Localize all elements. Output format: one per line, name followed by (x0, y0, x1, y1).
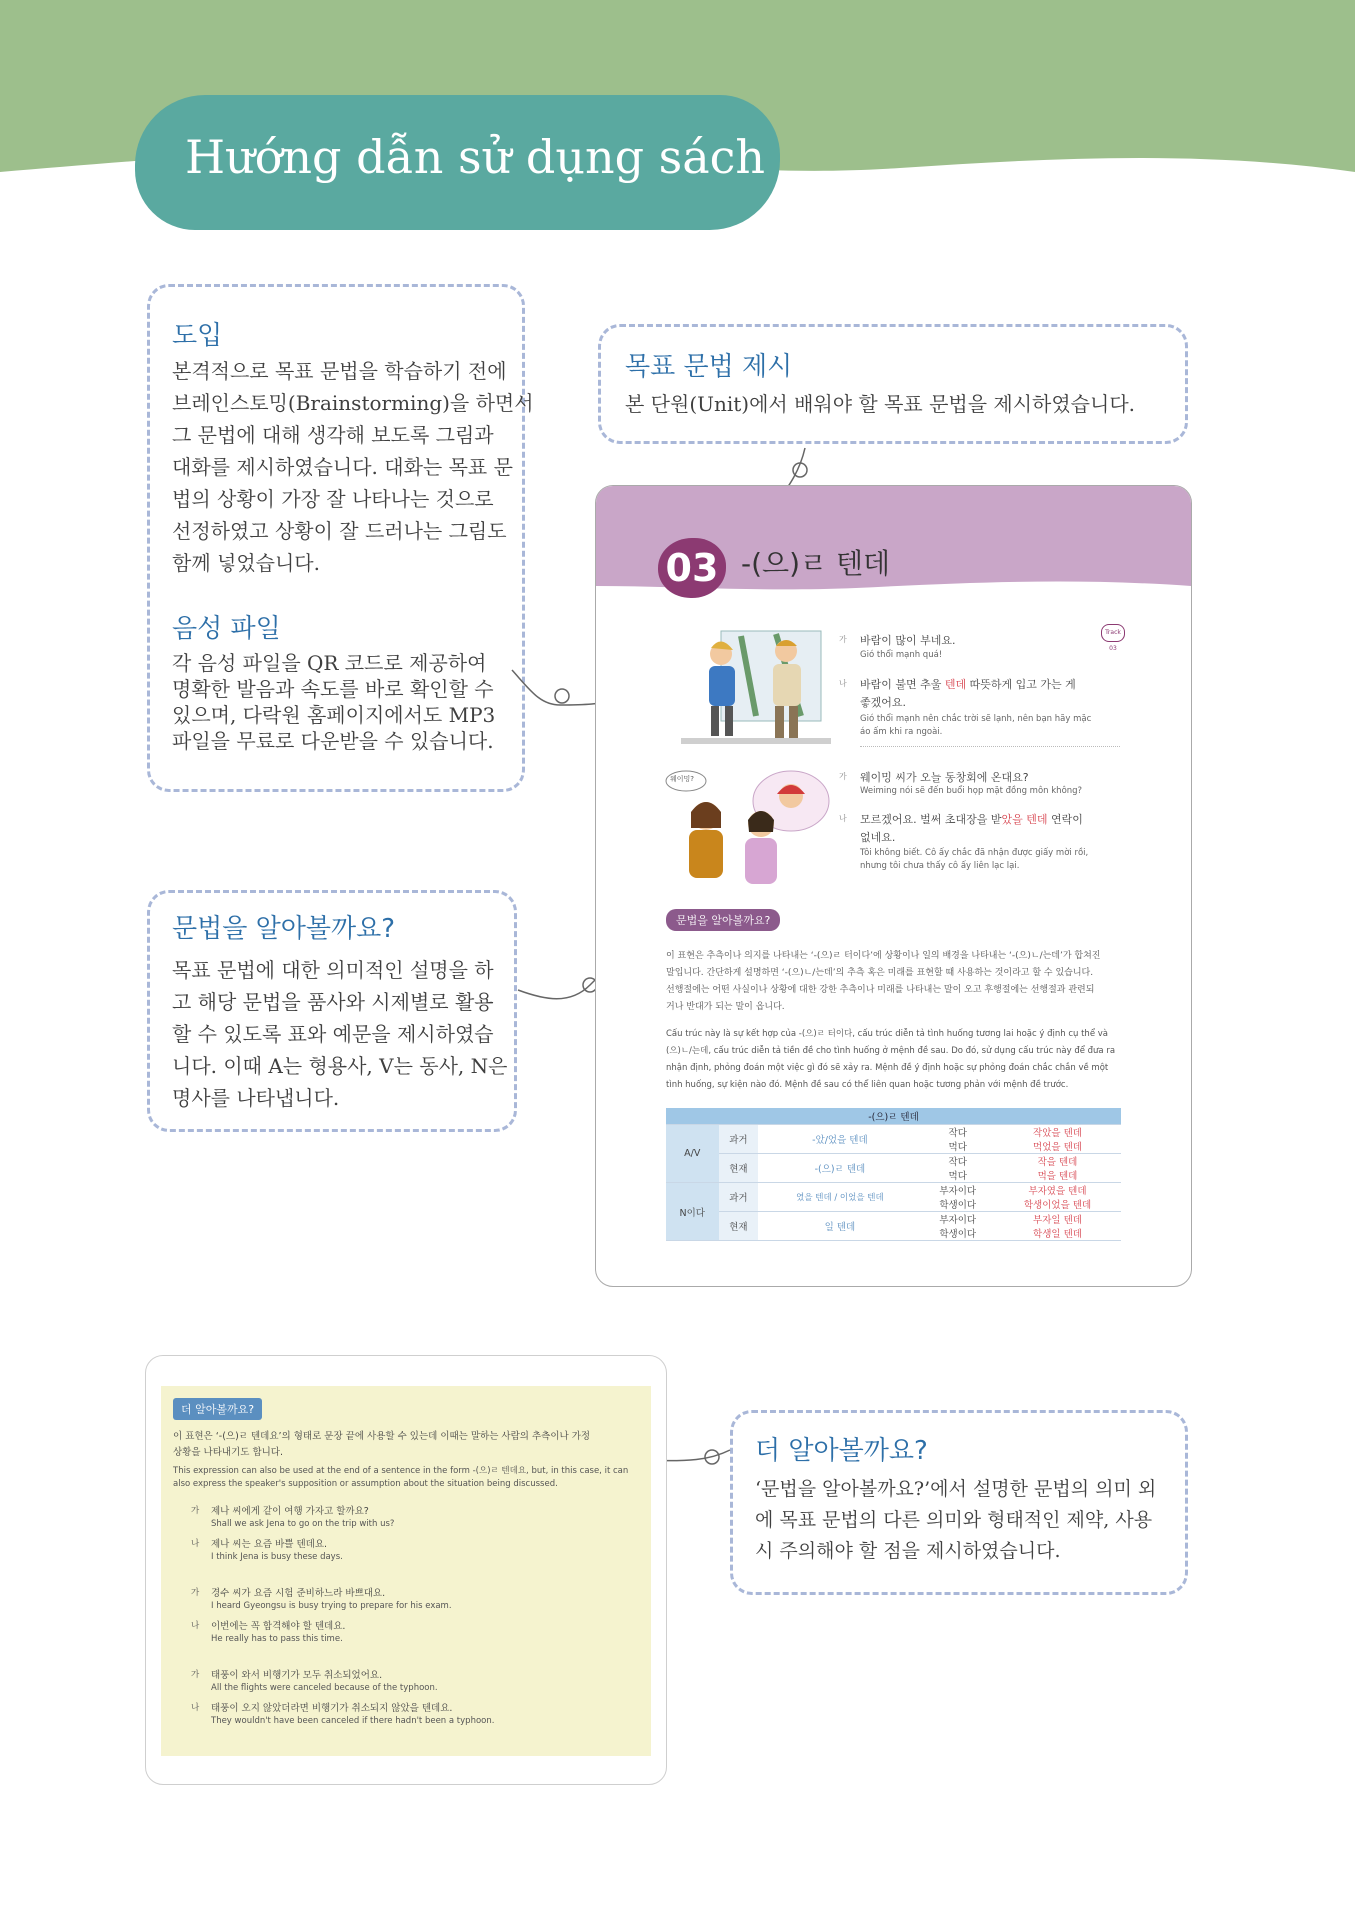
para-line: (으)ㄴ/는데, cấu trúc diễn tả tiền đề cho tình huống ở mệnh đề sau. Do đó, sử dụng cấu trúc này để đưa ra (666, 1046, 1116, 1056)
dialog-translation: Gió thổi mạnh nên chắc trời sẽ lạnh, nên bạn hãy mặc (860, 714, 1092, 724)
example-ko: 태풍이 오지 않았더라면 비행기가 취소되지 않았을 텐데요. (211, 1703, 453, 1714)
dialog-speaker: 나 (839, 679, 847, 688)
example-en: They wouldn't have been canceled if there hadn't been a typhoon. (211, 1716, 495, 1726)
more-box-line: 시 주의해야 할 점을 제시하였습니다. (755, 1540, 1061, 1562)
dialog-line-cont: 없네요. (860, 831, 896, 844)
table-tense: 과거 (719, 1125, 759, 1154)
table-header: -(으)ㄹ 텐데 (666, 1108, 1121, 1125)
audio-line: 각 음성 파일을 QR 코드로 제공하여 (172, 651, 487, 675)
grammar-box-line: 할 수 있도록 표와 예문을 제시하였습 (172, 1022, 494, 1046)
intro-line: 함께 넣었습니다. (172, 551, 320, 575)
table-tense: 현재 (719, 1212, 759, 1241)
table-tense: 과거 (719, 1183, 759, 1212)
more-box-line: ‘문법을 알아볼까요?’에서 설명한 문법의 의미 외 (755, 1478, 1157, 1500)
example-ko: 제나 씨는 요즘 바쁠 텐데요. (211, 1539, 328, 1550)
table-tense: 현재 (719, 1154, 759, 1183)
example-en: Shall we ask Jena to go on the trip with us? (211, 1519, 395, 1529)
speech-bubble-text: 웨이밍? (670, 775, 695, 783)
grammar-box-title: 문법을 알아볼까요? (172, 914, 395, 944)
example-speaker: 가 (191, 1670, 200, 1680)
unit-number-badge: 03 (658, 538, 726, 598)
table-group: A/V (666, 1125, 719, 1183)
example-en: I think Jena is busy these days. (211, 1552, 343, 1562)
example-ko: 태풍이 와서 비행기가 모두 취소되었어요. (211, 1670, 383, 1681)
example-speaker: 나 (191, 1539, 200, 1549)
more-card-preview (145, 1355, 667, 1785)
para-line: 말입니다. 간단하게 설명하면 ‘-(으)ㄴ/는데’의 추측 혹은 미래를 표현할 때 사용하는 것이라고 할 수 있습니다. (666, 968, 1094, 978)
more-card-ko: 상황을 나타내기도 합니다. (173, 1447, 284, 1458)
table-base: 부자이다 학생이다 (921, 1212, 994, 1241)
example-en: He really has to pass this time. (211, 1634, 343, 1644)
table-form: 일 텐데 (758, 1212, 921, 1241)
table-row (666, 1154, 1121, 1183)
dialog-translation: Weiming nói sẽ đến buổi họp mặt đồng môn không? (860, 786, 1083, 796)
divider (860, 746, 1120, 747)
table-base: 부자이다 학생이다 (921, 1183, 994, 1212)
more-card-ko: 이 표현은 ‘-(으)ㄹ 텐데요’의 형태로 문장 끝에 사용할 수 있는데 이때는 말하는 사람의 추측이나 가정 (173, 1431, 591, 1442)
intro-title: 도입 (172, 321, 223, 351)
grammar-box-line: 고 해당 문법을 품사와 시제별로 활용 (172, 990, 494, 1014)
intro-line: 본격적으로 목표 문법을 학습하기 전에 (172, 359, 507, 383)
para-line: 이 표현은 추측이나 의지를 나타내는 ‘-(으)ㄹ 터이다’에 상황이나 일의 배경을 나타내는 ‘-(으)ㄴ/는데’가 합쳐진 (666, 951, 1101, 961)
grammar-explanation-vi (666, 1026, 1166, 1094)
example-ko: 이번에는 꼭 합격해야 할 텐데요. (211, 1621, 346, 1632)
more-box-title: 더 알아볼까요? (755, 1436, 928, 1466)
example-speaker: 나 (191, 1703, 200, 1713)
dialog-line: 바람이 많이 부네요. (860, 634, 956, 647)
grammar-box-line: 명사를 나타냅니다. (172, 1086, 340, 1110)
example-speaker: 가 (191, 1588, 200, 1598)
dialog-speaker: 가 (839, 772, 847, 781)
audio-line: 파일을 무료로 다운받을 수 있습니다. (172, 729, 494, 753)
dialog-line-cont: 좋겠어요. (860, 696, 907, 709)
example-en: I heard Gyeongsu is busy trying to prepare for his exam. (211, 1601, 452, 1611)
dialog-line: 웨이밍 씨가 오늘 동창회에 온대요? (860, 771, 1029, 784)
track-icon: Track 03 (1101, 624, 1125, 642)
page-preview (595, 485, 1192, 1287)
audio-title: 음성 파일 (172, 614, 281, 644)
table-form: -았/었을 텐데 (758, 1125, 921, 1154)
table-result: 부자일 텐데 학생일 텐데 (994, 1212, 1121, 1241)
example-ko: 경수 씨가 요즘 시험 준비하느라 바쁘대요. (211, 1588, 386, 1599)
table-group: N이다 (666, 1183, 719, 1241)
example-en: All the flights were canceled because of the typhoon. (211, 1683, 438, 1693)
para-line: nhận định, phỏng đoán một việc gì đó sẽ xảy ra. Mệnh đề ý định hoặc sự phỏng đoán chắc chắn về một (666, 1063, 1109, 1073)
page-title: Hướng dẫn sử dụng sách (185, 130, 766, 184)
table-result: 작았을 텐데 먹었을 텐데 (994, 1125, 1121, 1154)
para-line: 선행절에는 어떤 사실이나 상황에 대한 강한 추측이나 미래를 나타내는 말이 오고 후행절에는 선행절과 관련되 (666, 985, 1095, 995)
target-text: 본 단원(Unit)에서 배워야 할 목표 문법을 제시하였습니다. (625, 392, 1135, 416)
dialog-translation: nhưng tôi chưa thấy cô ấy liên lạc lại. (860, 861, 1020, 871)
grammar-explanation-ko (666, 948, 1166, 1016)
more-card-en: This expression can also be used at the end of a sentence in the form -(으)ㄹ 텐데요, but, in this case, it can (173, 1466, 629, 1476)
intro-line: 그 문법에 대해 생각해 보도록 그림과 (172, 423, 494, 447)
example-ko: 제나 씨에게 같이 여행 가자고 할까요? (211, 1506, 369, 1517)
grammar-box-line: 목표 문법에 대한 의미적인 설명을 하 (172, 958, 494, 982)
para-line: tình huống, sự kiện nào đó. Mệnh đề sau có thể liên quan hoặc tương phản với mệnh đề trước. (666, 1080, 1069, 1090)
dialog-speaker: 가 (839, 635, 847, 644)
example-speaker: 가 (191, 1506, 200, 1516)
grammar-section-label: 문법을 알아볼까요? (666, 909, 780, 931)
illustration-friends (661, 766, 851, 891)
audio-line: 명확한 발음과 속도를 바로 확인할 수 (172, 677, 494, 701)
conjugation-table (666, 1108, 1121, 1241)
intro-line: 법의 상황이 가장 잘 나타나는 것으로 (172, 487, 494, 511)
para-line: 거나 반대가 되는 말이 옵니다. (666, 1002, 785, 1012)
table-row (666, 1125, 1121, 1154)
dialog-translation: Gió thổi mạnh quá! (860, 650, 943, 660)
table-base: 작다 먹다 (921, 1154, 994, 1183)
table-form: 였을 텐데 / 이었을 텐데 (758, 1183, 921, 1212)
example-speaker: 나 (191, 1621, 200, 1631)
intro-line: 선정하였고 상황이 잘 드러나는 그림도 (172, 519, 507, 543)
table-result: 부자였을 텐데 학생이었을 텐데 (994, 1183, 1121, 1212)
table-base: 작다 먹다 (921, 1125, 994, 1154)
unit-grammar-title: -(으)ㄹ 텐데 (741, 547, 891, 580)
more-box-line: 에 목표 문법의 다른 의미와 형태적인 제약, 사용 (755, 1509, 1153, 1531)
table-row (666, 1212, 1121, 1241)
table-form: -(으)ㄹ 텐데 (758, 1154, 921, 1183)
intro-line: 브레인스토밍(Brainstorming)을 하면서 (172, 391, 534, 415)
table-result: 작을 텐데 먹을 텐데 (994, 1154, 1121, 1183)
dialog-line: 모르겠어요. 벌써 초대장을 받았을 텐데 연락이 (860, 813, 1083, 826)
more-card-label: 더 알아볼까요? (173, 1398, 262, 1420)
table-row (666, 1183, 1121, 1212)
dialog-line: 바람이 불면 추울 텐데 따뜻하게 입고 가는 게 (860, 678, 1076, 691)
intro-line: 대화를 제시하였습니다. 대화는 목표 문 (172, 455, 513, 479)
target-title: 목표 문법 제시 (625, 352, 793, 382)
audio-line: 있으며, 다락원 홈페이지에서도 MP3 (172, 703, 496, 727)
dialog-translation: Tôi không biết. Cô ấy chắc đã nhận được giấy mời rồi, (860, 848, 1089, 858)
grammar-box-line: 니다. 이때 A는 형용사, V는 동사, N은 (172, 1054, 508, 1078)
dialog-speaker: 나 (839, 814, 847, 823)
dialog-translation: áo ấm khi ra ngoài. (860, 727, 943, 737)
para-line: Cấu trúc này là sự kết hợp của -(으)ㄹ 터이다, cấu trúc diễn tả tình huống tương lai hoặc ý định cụ thể và (666, 1029, 1108, 1039)
illustration-wind (681, 626, 831, 746)
more-card-en: also express the speaker's supposition or assumption about the situation being discussed. (173, 1479, 558, 1489)
more-card-panel (161, 1386, 651, 1756)
